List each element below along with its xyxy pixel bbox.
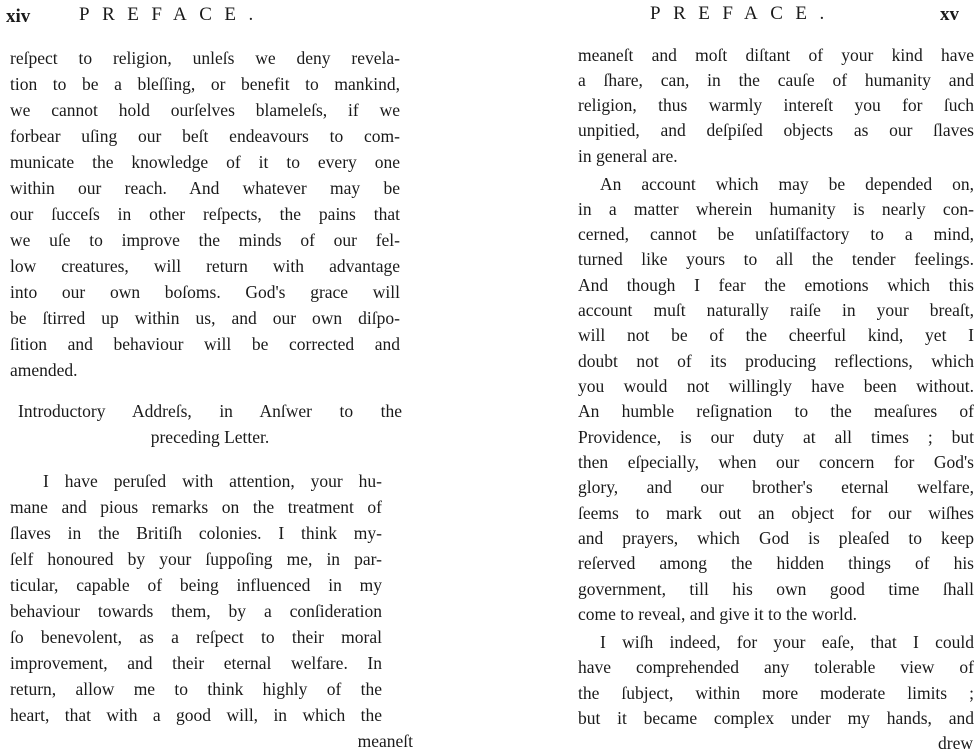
text-line: reſpect to religion, unleſs we deny revela- <box>10 48 400 68</box>
text-line: meaneſt and moſt diſtant of your kind have <box>578 45 974 65</box>
text-line: heart, that with a good will, in which the <box>10 705 382 725</box>
section-heading: Introductory Addreſs, in Anſwer to the <box>18 401 402 421</box>
text-line: And though I fear the emotions which this <box>578 275 974 295</box>
page-number: xiv <box>6 6 31 27</box>
text-line: Providence, is our duty at all times ; but <box>578 427 974 447</box>
text-line: reſerved among the hidden things of his <box>578 553 974 573</box>
text-line: in general are. <box>578 146 678 166</box>
text-line: government, till his own good time ſhall <box>578 579 974 599</box>
text-line: be ſtirred up within us, and our own diſpo- <box>10 308 400 328</box>
text-line: turned like yours to all the tender feelings. <box>578 249 974 269</box>
text-line: I wiſh indeed, for your eaſe, that I could <box>600 632 974 652</box>
text-line: have comprehended any tolerable view of <box>578 657 974 677</box>
text-line: we uſe to improve the minds of our fel- <box>10 230 400 250</box>
catchword: drew <box>938 733 973 753</box>
text-line: the ſubject, within more moderate limits ; <box>578 683 974 703</box>
text-line: tion to be a bleſſing, or benefit to mankind, <box>10 74 400 94</box>
text-line: a ſhare, can, in the cauſe of humanity and <box>578 70 974 90</box>
text-line: improvement, and their eternal welfare. In <box>10 653 382 673</box>
text-line: municate the knowledge of it to every one <box>10 152 400 172</box>
text-line: ſo benevolent, as a reſpect to their moral <box>10 627 382 647</box>
text-line: low creatures, will return with advantage <box>10 256 400 276</box>
text-line: ticular, capable of being influenced in my <box>10 575 382 595</box>
text-line: then eſpecially, when our concern for God's <box>578 452 974 472</box>
text-line: forbear uſing our beſt endeavours to com- <box>10 126 400 146</box>
running-head: PREFACE. <box>650 3 837 24</box>
text-line: but it became complex under my hands, and <box>578 708 974 728</box>
text-line: ſeems to mark out an object for our wiſhes <box>578 503 974 523</box>
section-heading: preceding Letter. <box>150 427 270 447</box>
text-line: into our own boſoms. God's grace will <box>10 282 400 302</box>
text-line: I have peruſed with attention, your hu- <box>43 471 382 491</box>
text-line: our ſucceſs in other reſpects, the pains that <box>10 204 400 224</box>
text-line: ſelf honoured by your ſuppoſing me, in par- <box>10 549 382 569</box>
text-line: amended. <box>10 360 78 380</box>
text-line: doubt not of its producing reflections, which <box>578 351 974 371</box>
text-line: mane and pious remarks on the treatment of <box>10 497 382 517</box>
page-number: xv <box>940 4 959 25</box>
text-line: within our reach. And whatever may be <box>10 178 400 198</box>
text-line: religion, thus warmly intereſt you for ſuch <box>578 95 974 115</box>
text-line: account muſt naturally raiſe in your breaſt, <box>578 300 974 320</box>
text-line: behaviour towards them, by a conſideration <box>10 601 382 621</box>
catchword: meaneſt <box>357 731 413 751</box>
text-line: come to reveal, and give it to the world. <box>578 604 857 624</box>
text-line: ſition and behaviour will be corrected and <box>10 334 400 354</box>
text-line: glory, and our brother's eternal welfare, <box>578 477 974 497</box>
text-line: An account which may be depended on, <box>600 174 974 194</box>
text-line: return, allow me to think highly of the <box>10 679 382 699</box>
text-line: will not be of the cheerful kind, yet I <box>578 325 974 345</box>
text-line: cerned, cannot be unſatiſfactory to a mind, <box>578 224 974 244</box>
text-line: An humble reſignation to the meaſures of <box>578 401 974 421</box>
text-line: you would not willingly have been without. <box>578 376 974 396</box>
text-line: ſlaves in the Britiſh colonies. I think my- <box>10 523 382 543</box>
text-line: we cannot hold ourſelves blameleſs, if we <box>10 100 400 120</box>
right-page <box>562 0 980 756</box>
text-line: unpitied, and deſpiſed objects as our ſlaves <box>578 120 974 140</box>
text-line: in a matter wherein humanity is nearly con- <box>578 199 974 219</box>
running-head: PREFACE. <box>79 4 266 25</box>
left-page <box>0 0 430 756</box>
text-line: and prayers, which God is pleaſed to keep <box>578 528 974 548</box>
